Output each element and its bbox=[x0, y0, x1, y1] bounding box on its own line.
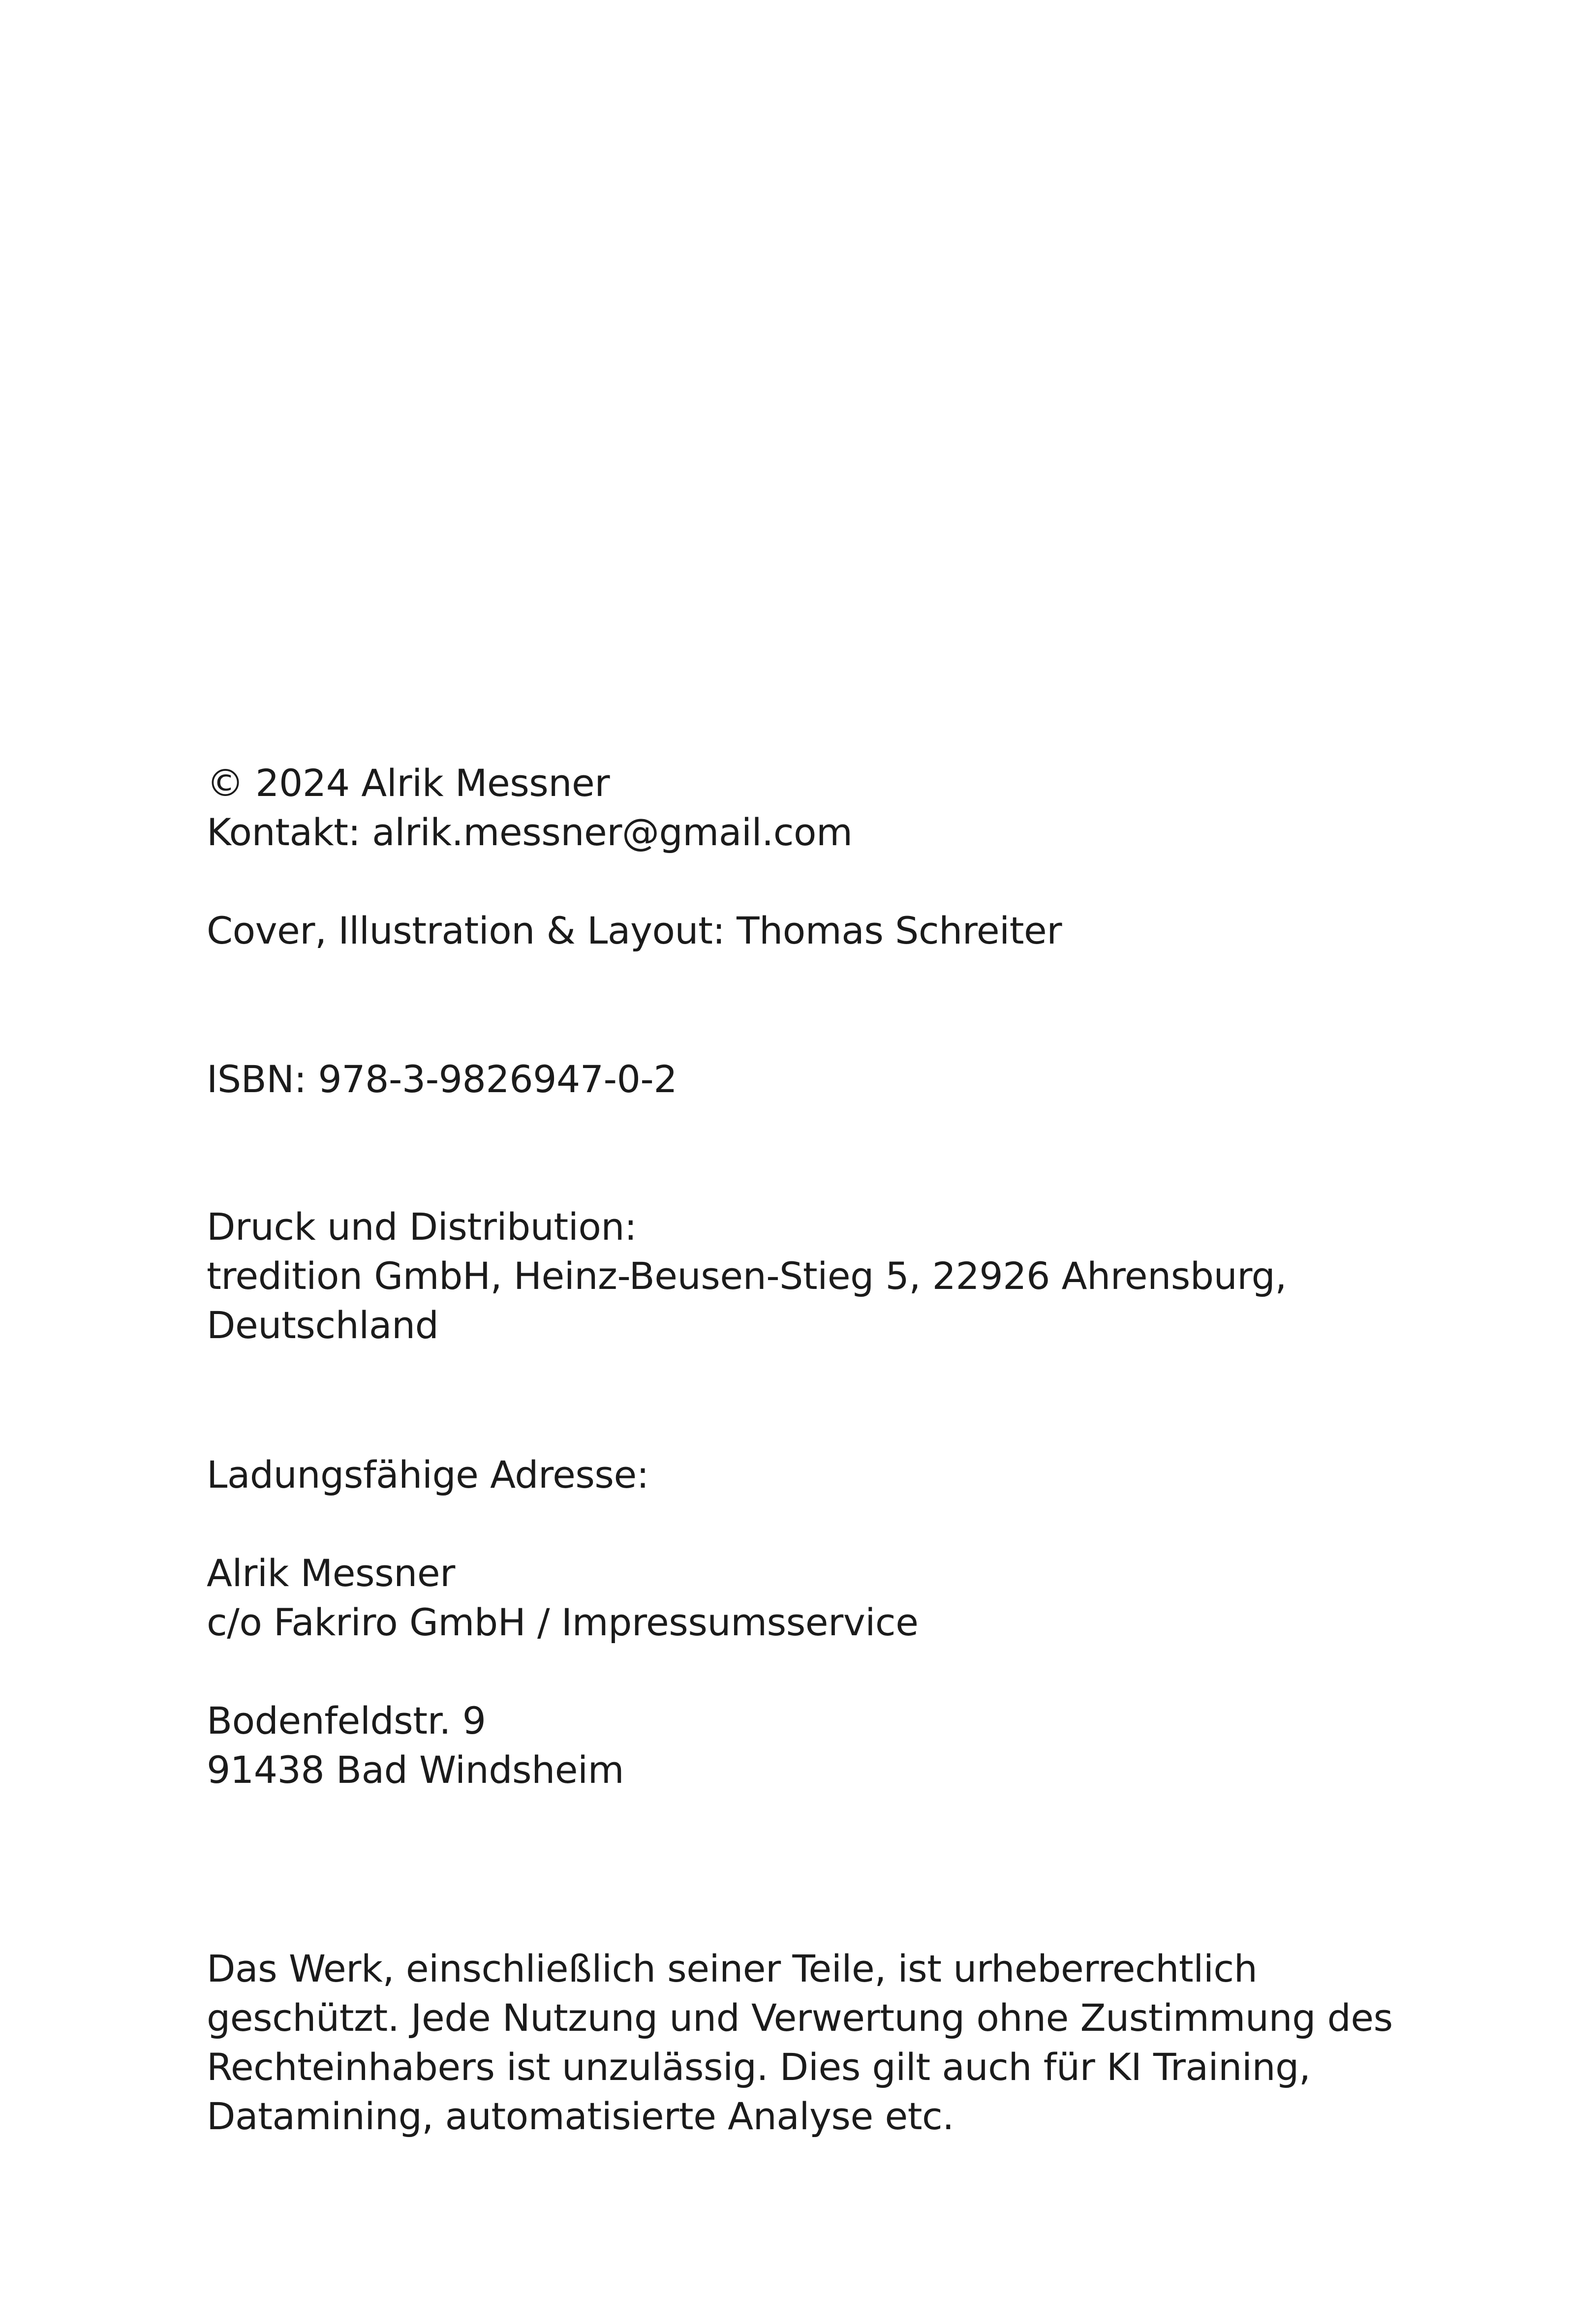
contact-line: Kontakt: alrik.messner@gmail.com bbox=[207, 810, 853, 854]
print-heading: Druck und Distribution: bbox=[207, 1205, 637, 1249]
legal-address-heading: Ladungsfähige Adresse: bbox=[207, 1453, 649, 1497]
copyright-notice-line-3: Rechteinhabers ist unzulässig. Dies gilt auch für KI Training, bbox=[207, 2045, 1311, 2089]
copyright-notice-line-2: geschützt. Jede Nutzung und Verwertung ohne Zustimmung des bbox=[207, 1996, 1393, 2040]
isbn-line: ISBN: 978-3-9826947-0-2 bbox=[207, 1057, 677, 1101]
legal-name: Alrik Messner bbox=[207, 1551, 455, 1595]
legal-co-line: c/o Fakriro GmbH / Impressumsservice bbox=[207, 1600, 919, 1644]
print-address-line-1: tredition GmbH, Heinz-Beusen-Stieg 5, 22926 Ahrensburg, bbox=[207, 1254, 1287, 1298]
legal-street: Bodenfeldstr. 9 bbox=[207, 1699, 486, 1743]
print-address-line-2: Deutschland bbox=[207, 1303, 439, 1347]
copyright-notice-line-4: Datamining, automatisierte Analyse etc. bbox=[207, 2094, 954, 2138]
copyright-notice-line-1: Das Werk, einschließlich seiner Teile, ist urheberrechtlich bbox=[207, 1947, 1258, 1990]
legal-city: 91438 Bad Windsheim bbox=[207, 1748, 624, 1792]
copyright-line: © 2024 Alrik Messner bbox=[207, 761, 610, 805]
credits-line: Cover, Illustration & Layout: Thomas Schreiter bbox=[207, 909, 1062, 952]
